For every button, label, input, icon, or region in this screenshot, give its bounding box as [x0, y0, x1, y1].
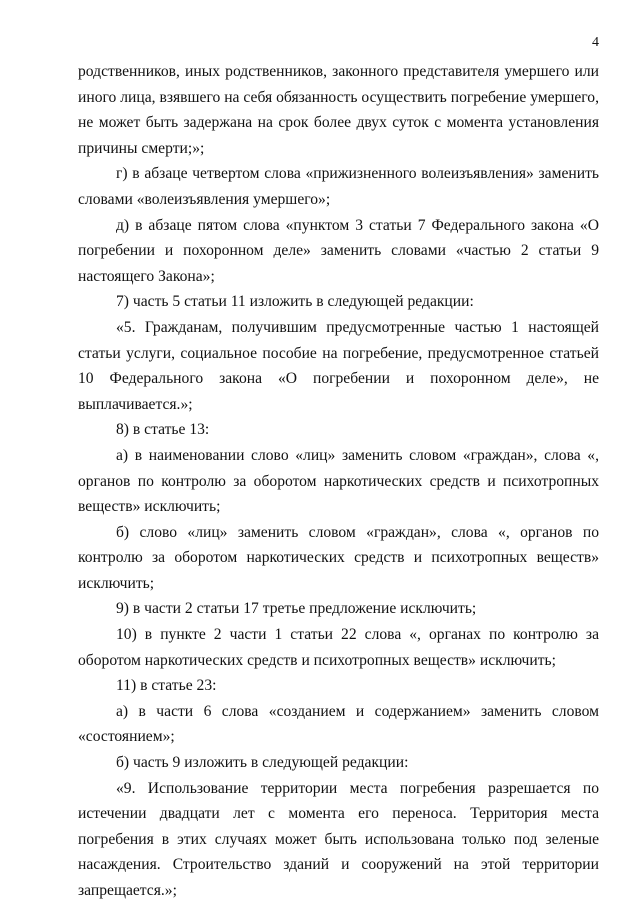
paragraph-item-11: 11) в статье 23: [116, 677, 217, 695]
paragraph-item-g: г) в абзаце четвертом слова «прижизненного волеизъявления» заменить словами «волеизъявления умершего»; [78, 165, 599, 208]
paragraph-item-7: 7) часть 5 статьи 11 изложить в следующей редакции: [116, 293, 474, 311]
paragraph-item-10: 10) в пункте 2 части 1 статьи 22 слова «, органах по контролю за оборотом наркотических средств и психотропных веществ» исключить; [78, 626, 599, 669]
paragraph-item-8-a: а) в наименовании слово «лиц» заменить словом «граждан», слова «, органов по контролю за оборотом наркотических средств и психотропных веществ» исключить; [78, 446, 599, 516]
paragraph-item-d: д) в абзаце пятом слова «пунктом 3 статьи 7 Федерального закона «О погребении и похоронном деле» заменить словами «частью 2 статьи 9 настоящего Закона»; [78, 216, 599, 285]
page-number: 4 [592, 35, 599, 50]
paragraph-quote-part-5: «5. Гражданам, получившим предусмотренные частью 1 настоящей статьи услуги, социальное пособие на погребение, предусмотренное статьей 10 Федерального закона «О погребении и похоронном деле», не выплачивается.»; [78, 318, 599, 413]
paragraph-item-11-b: б) часть 9 изложить в следующей редакции: [116, 754, 409, 772]
paragraph-item-8-b: б) слово «лиц» заменить словом «граждан», слова «, органов по контролю за оборотом наркотических средств и психотропных веществ» исключить; [78, 523, 599, 592]
paragraph-continuation: родственников, иных родственников, законного представителя умершего или иного лица, взявшего на себя обязанность осуществить погребение умершего, не может быть задержана на срок более двух суток с момента установления причины смерти;»; [78, 63, 599, 157]
paragraph-item-9: 9) в части 2 статьи 17 третье предложение исключить; [116, 600, 477, 618]
paragraph-item-8: 8) в статье 13: [116, 421, 210, 439]
document-body [78, 59, 599, 904]
paragraph-item-11-a: а) в части 6 слова «созданием и содержанием» заменить словом «состоянием»; [78, 702, 599, 746]
paragraph-quote-part-9: «9. Использование территории места погребения разрешается по истечении двадцати лет с момента его переноса. Территория места погребения в этих случаях может быть использована только под зеленые насаждения. Строительство зданий и сооружений на этой территории запрещается.»; [78, 779, 599, 899]
